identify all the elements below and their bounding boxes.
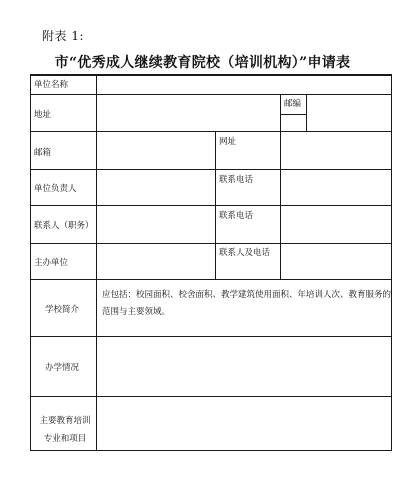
table-border-left [30, 74, 31, 450]
postcode-label: 邮编 [284, 99, 302, 109]
email-label: 邮箱 [34, 148, 52, 158]
row-divider [30, 131, 392, 132]
row-divider [30, 169, 392, 170]
row-divider [30, 94, 392, 95]
column-divider [280, 94, 281, 131]
school-running-label: 办学情况 [45, 363, 80, 373]
row-divider [280, 114, 306, 115]
column-divider [215, 131, 216, 279]
website-label: 网址 [219, 137, 237, 147]
contact-phone-label: 联系电话 [219, 175, 254, 185]
school-intro-label: 学校简介 [45, 305, 80, 315]
row-divider [30, 279, 392, 280]
page-title: 市“优秀成人继续教育院校（培训机构）”申请表 [54, 55, 351, 71]
row-divider [30, 243, 392, 244]
unit-name-label: 单位名称 [34, 80, 69, 90]
school-intro-hint: 应包括：校园面积、校舍面积、教学建筑使用面积、年培训人次、教育服务的范围与主要领域。 [102, 290, 392, 317]
row-divider [30, 336, 392, 337]
attachment-label: 附表 1: [42, 29, 84, 43]
table-border-right [391, 74, 392, 450]
row-divider [30, 205, 392, 206]
host-unit-label: 主办单位 [34, 258, 69, 268]
contact-person-label: 联系人（职务） [34, 221, 94, 231]
column-divider [306, 94, 307, 131]
contact-phone-label: 联系电话 [219, 211, 254, 221]
unit-leader-label: 单位负责人 [34, 184, 77, 194]
contact-person-phone-label: 联系人及电话 [219, 248, 271, 258]
column-divider [280, 131, 281, 279]
label-column-divider [96, 74, 97, 450]
main-training-label: 主要教育培训专业和项目 [39, 416, 91, 444]
table-border-top [30, 74, 392, 76]
address-label: 地址 [34, 110, 52, 120]
table-border-bottom [30, 450, 392, 451]
row-divider [30, 396, 392, 397]
